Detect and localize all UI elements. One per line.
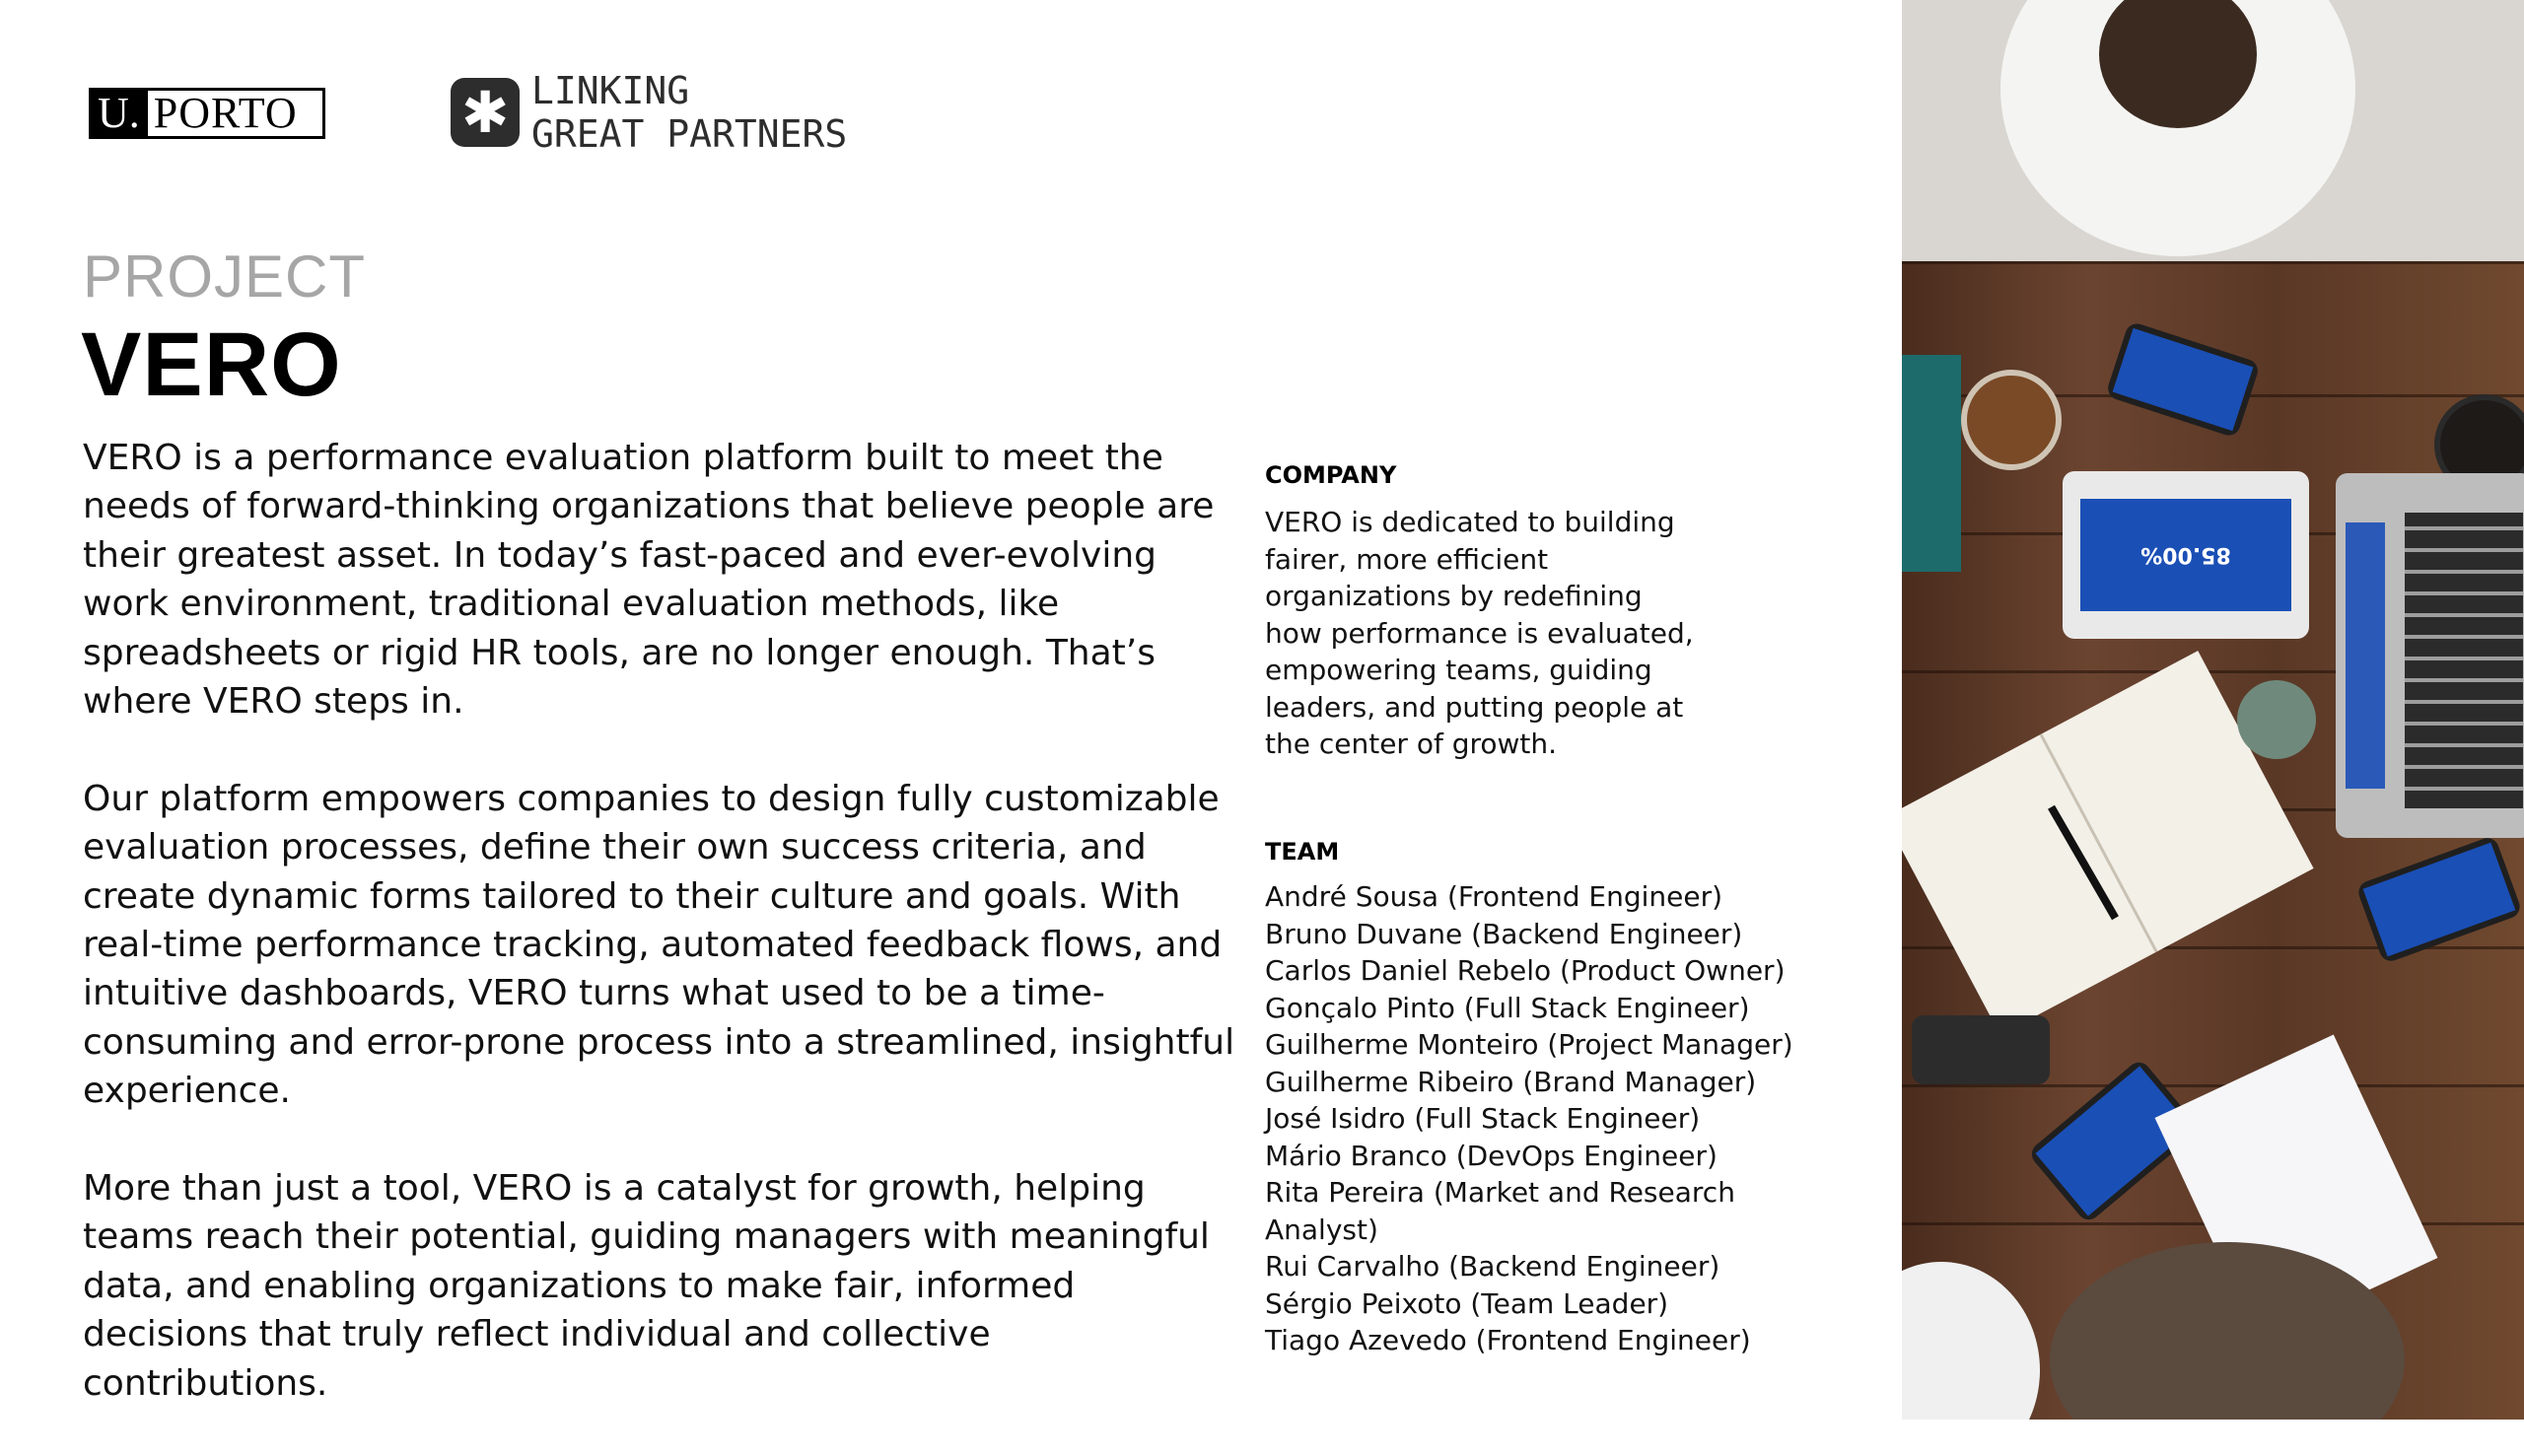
team-member: José Isidro (Full Stack Engineer) [1265,1102,1701,1135]
team-member: Guilherme Monteiro (Project Manager) [1265,1028,1793,1061]
laptop [2336,473,2524,838]
phone-screen [2113,328,2254,431]
uporto-logo-porto: PORTO [153,89,298,137]
project-title: VERO [81,314,342,415]
lgp-logo-line2: GREAT PARTNERS [531,112,848,156]
laptop-keyboard [2405,513,2523,808]
team-list [1265,878,1857,1359]
laptop-screen [2346,522,2385,789]
team-member: Guilherme Ribeiro (Brand Manager) [1265,1065,1757,1098]
company-heading: COMPANY [1265,460,1397,489]
company-text: VERO is dedicated to building fairer, more efficient organizations by redefining how performance is evaluated, empowering teams, guiding leaders, and putting people at the center of growth. [1265,506,1694,760]
tablet-screen: 85.00% [2080,499,2291,611]
team-photo [1902,0,2524,1420]
team-member: André Sousa (Frontend Engineer) [1265,880,1723,913]
team-member: Gonçalo Pinto (Full Stack Engineer) [1265,991,1750,1024]
description-paragraph-2: Our platform empowers companies to design fully customizable evaluation processes, define their own success criteria, and create dynamic forms tailored to their culture and goals. With real-time performance tracking, automated feedback flows, and intuitive dashboards, VERO turns what used to be a time-consuming and error-prone process into a streamlined, insightful experience. [83,778,1235,1112]
team-member: Sérgio Peixoto (Team Leader) [1265,1286,1669,1320]
team-member: Rui Carvalho (Backend Engineer) [1265,1250,1720,1283]
team-member: Carlos Daniel Rebelo (Product Owner) [1265,954,1786,987]
uporto-logo-u: U. [92,91,148,136]
description-paragraph-1: VERO is a performance evaluation platform built to meet the needs of forward-thinking organizations that believe people are their greatest asset. In today’s fast-paced and ever-evolving work environment, traditional evaluation methods, like spreadsheets or rigid HR tools, are no longer enough. That’s where VERO steps in. [83,438,1215,723]
team-member: Bruno Duvane (Backend Engineer) [1265,917,1743,950]
asterisk-icon: ✱ [451,78,520,147]
team-member: Tiago Azevedo (Frontend Engineer) [1265,1324,1751,1356]
coffee-cup [1961,370,2062,470]
smartphone [2355,835,2523,964]
uporto-logo [89,88,325,139]
teal-book [1902,355,1961,572]
phone-screen [2363,843,2516,957]
lgp-logo-line1: LINKING [531,69,690,112]
succulent-plant [2237,680,2316,759]
team-heading: TEAM [1265,837,1340,866]
lgp-logo-text [531,69,847,156]
description-paragraph-3: More than just a tool, VERO is a catalyst for growth, helping teams reach their potential, guiding managers with meaningful data, and enabling organizations to make fair, informed decisions that truly reflect individual and collective contributions. [83,1168,1210,1404]
notebook-spine [2040,733,2158,952]
photo-plank [1902,1084,2524,1087]
smartphone [2105,320,2261,438]
person-bottom-left [1902,1262,2040,1420]
lgp-logo [451,69,847,156]
project-label: PROJECT [83,243,367,310]
team-member: Rita Pereira (Market and Research Analyst) [1265,1176,1735,1246]
description [83,434,1236,1456]
photo-plank [1902,261,2524,264]
smartphone [1912,1015,2050,1084]
team-member: Mário Branco (DevOps Engineer) [1265,1139,1718,1172]
tablet [2063,471,2309,639]
